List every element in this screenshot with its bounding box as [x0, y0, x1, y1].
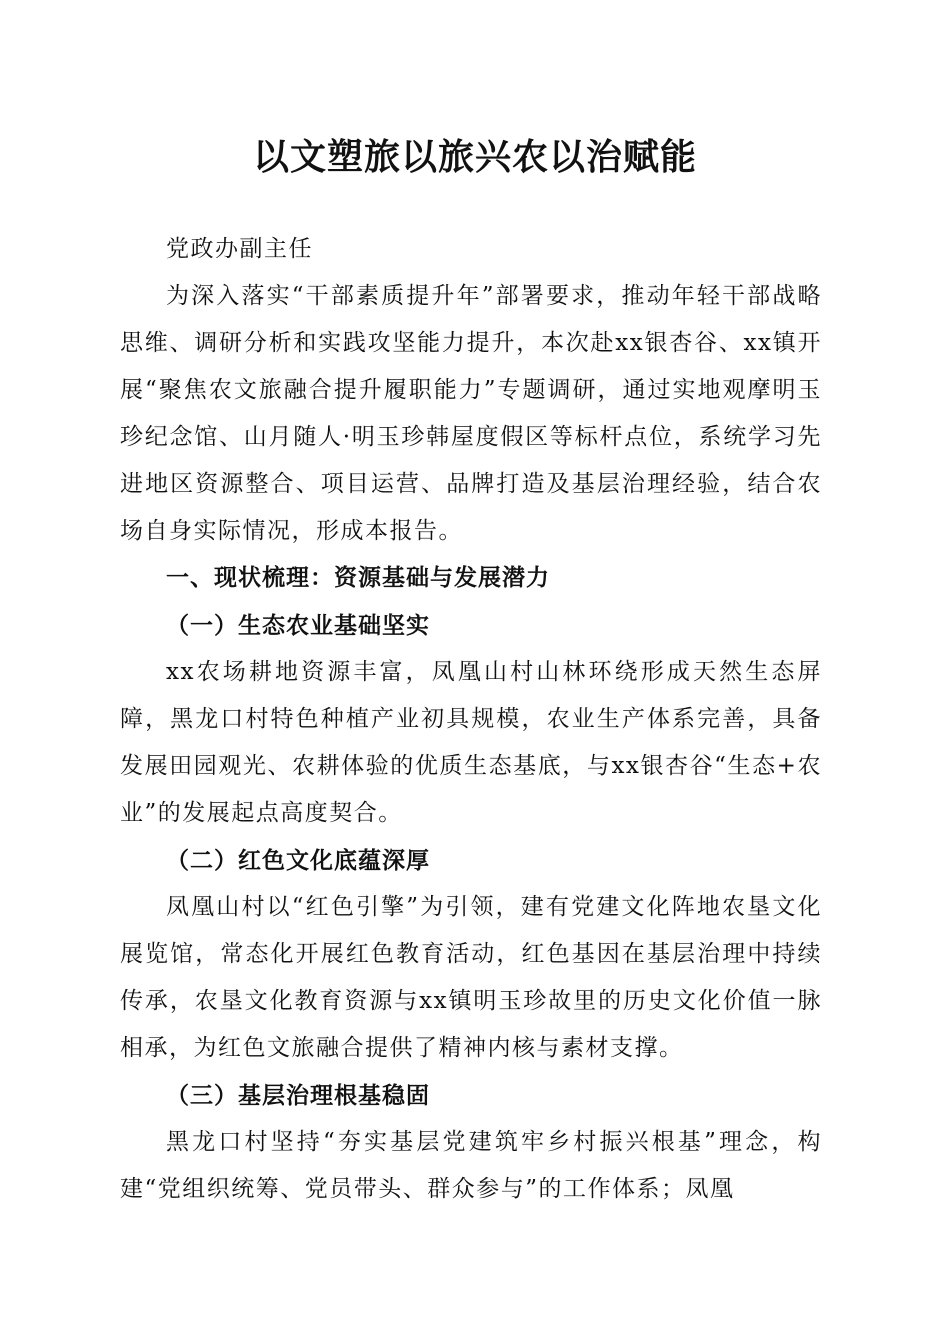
subsection-heading-1: （一）生态农业基础坚实	[166, 612, 430, 639]
author-line: 党政办副主任	[166, 236, 313, 262]
subsection-heading-3: （三）基层治理根基稳固	[166, 1082, 430, 1109]
document-title: 以文塑旅以旅兴农以治赋能	[252, 137, 697, 178]
subsection-paragraph-2: 凤凰山村以“红色引擎”为引领，建有党建文化阵地农垦文化展览馆，常态化开展红色教育活动，红色基因在基层治理中持续传承，农垦文化教育资源与xx镇明玉珍故里的历史文化价值一脉相承，为红色文旅融合提供了精神内核与素材支撑。	[120, 894, 822, 1061]
subsection-paragraph-3: 黑龙口村坚持“夯实基层党建筑牢乡村振兴根基”理念，构建“党组织统筹、党员带头、群众参与”的工作体系；凤凰	[120, 1129, 822, 1202]
subsection-paragraph-1: xx农场耕地资源丰富，凤凰山村山林环绕形成天然生态屏障，黑龙口村特色种植产业初具规模，农业生产体系完善，具备发展田园观光、农耕体验的优质生态基底，与xx银杏谷“生态+农业”的发展起点高度契合。	[120, 659, 822, 826]
intro-paragraph: 为深入落实“干部素质提升年”部署要求，推动年轻干部战略思维、调研分析和实践攻坚能力提升，本次赴xx银杏谷、xx镇开展“聚焦农文旅融合提升履职能力”专题调研，通过实地观摩明玉珍纪念馆、山月随人·明玉珍韩屋度假区等标杆点位，系统学习先进地区资源整合、项目运营、品牌打造及基层治理经验，结合农场自身实际情况，形成本报告。	[120, 283, 822, 544]
document-body	[120, 226, 822, 1213]
section-heading-1: 一、现状梳理：资源基础与发展潜力	[166, 565, 550, 591]
subsection-heading-2: （二）红色文化底蕴深厚	[166, 847, 430, 874]
